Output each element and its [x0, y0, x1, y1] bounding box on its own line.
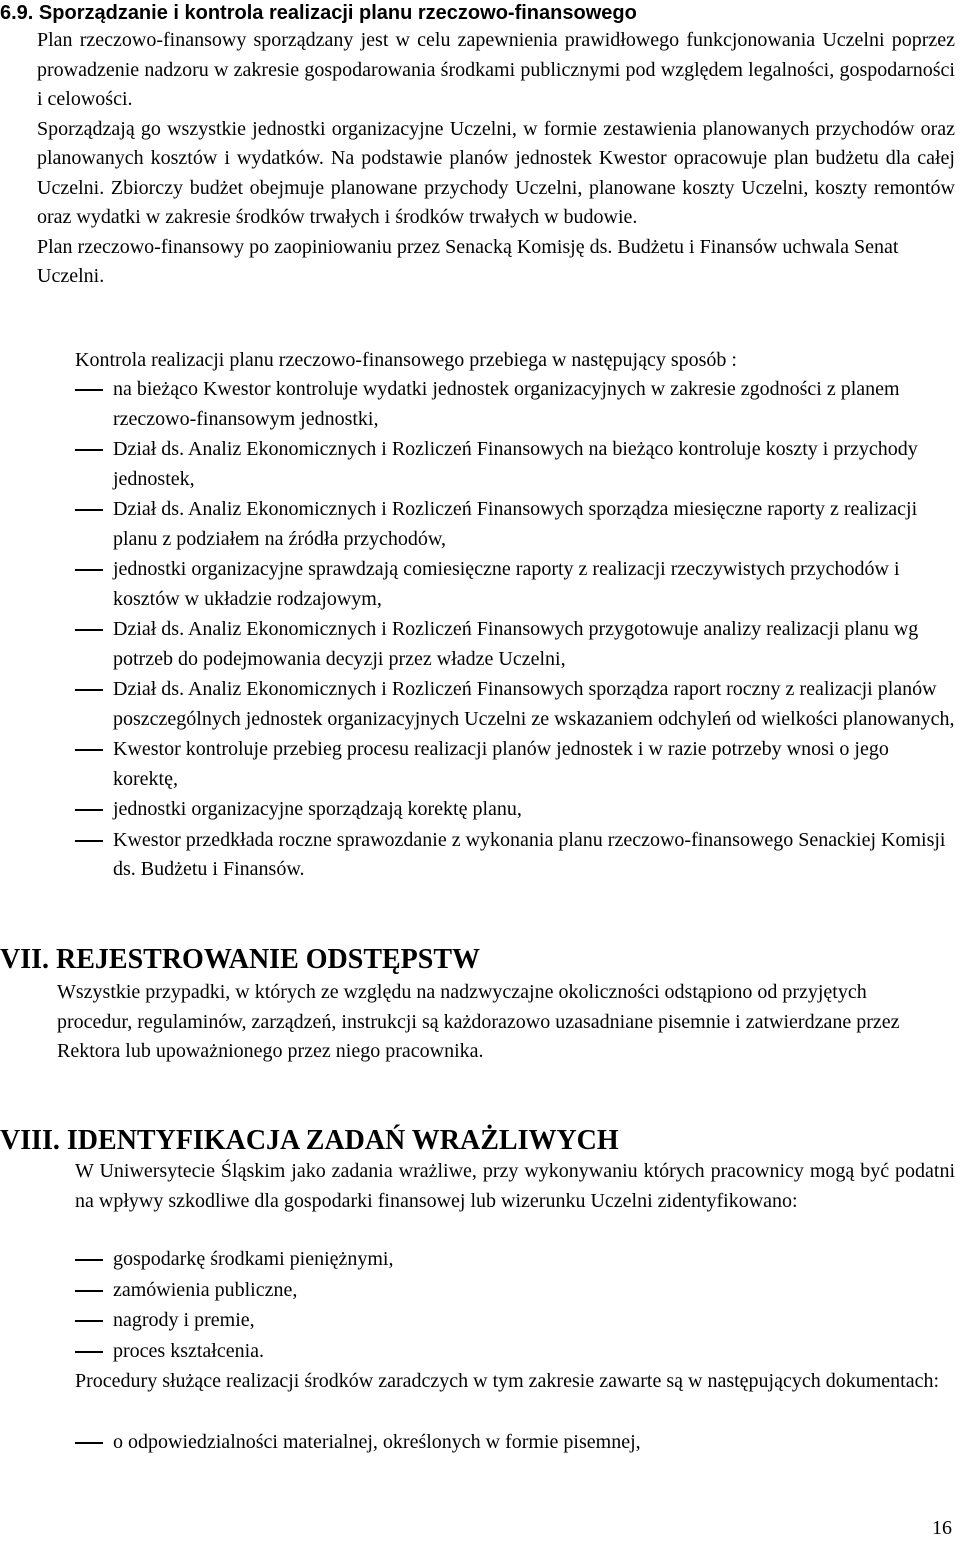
- dash-bullet-icon: [75, 840, 103, 842]
- list-item: proces kształcenia.: [75, 1337, 955, 1367]
- list-item: Kwestor przedkłada roczne sprawozdanie z wykonania planu rzeczowo-finansowego Senackiej Komisji ds. Budżetu i Finansów.: [75, 826, 955, 885]
- dash-bullet-icon: [75, 1442, 103, 1444]
- page-number: 16: [932, 1517, 952, 1539]
- dash-bullet-icon: [75, 1290, 103, 1292]
- dash-bullet-icon: [75, 809, 103, 811]
- list-item: Dział ds. Analiz Ekonomicznych i Rozliczeń Finansowych sporządza raport roczny z realizacji planów poszczególnych jednostek organizacyjnych Uczelni ze wskazaniem odchyleń od wielkości planowanych,: [75, 675, 955, 734]
- dash-bullet-icon: [75, 509, 103, 511]
- list-item: zamówienia publiczne,: [75, 1276, 955, 1306]
- section-heading-viii: VIII. IDENTYFIKACJA ZADAŃ WRAŻLIWYCH: [0, 1125, 619, 1156]
- dash-bullet-icon: [75, 449, 103, 451]
- sensitive-tasks-list: [75, 1245, 955, 1367]
- dash-bullet-icon: [75, 1259, 103, 1261]
- list-item: gospodarkę środkami pieniężnymi,: [75, 1245, 955, 1275]
- section-6-9-body: [37, 26, 955, 292]
- list-item: jednostki organizacyjne sprawdzają comiesięczne raporty z realizacji rzeczywistych przychodów i kosztów w układzie rodzajowym,: [75, 555, 955, 614]
- list-item: Dział ds. Analiz Ekonomicznych i Rozliczeń Finansowych przygotowuje analizy realizacji planu wg potrzeb do podejmowania decyzji przez władze Uczelni,: [75, 615, 955, 674]
- dash-bullet-icon: [75, 1320, 103, 1322]
- dash-bullet-icon: [75, 569, 103, 571]
- paragraph-deviations: Wszystkie przypadki, w których ze względu na nadzwyczajne okoliczności odstąpiono od przyjętych procedur, regulaminów, zarządzeń, instrukcji są każdorazowo uzasadniane pisemnie i zatwierdzane przez Rektora lub upoważnionego przez niego pracownika.: [57, 981, 900, 1062]
- dash-bullet-icon: [75, 629, 103, 631]
- list-item: Dział ds. Analiz Ekonomicznych i Rozliczeń Finansowych na bieżąco kontroluje koszty i przychody jednostek,: [75, 435, 955, 494]
- paragraph-procedures: Procedury służące realizacji środków zaradczych w tym zakresie zawarte są w następujących dokumentach:: [75, 1370, 940, 1392]
- section-viii-body: [75, 1157, 955, 1216]
- list-item: o odpowiedzialności materialnej, określonych w formie pisemnej,: [75, 1428, 955, 1458]
- paragraph-preparation: Sporządzają go wszystkie jednostki organizacyjne Uczelni, w formie zestawienia planowanych przychodów oraz planowanych kosztów i wydatków. Na podstawie planów jednostek Kwestor opracowuje plan budżetu dla całej Uczelni. Zbiorczy budżet obejmuje planowane przychody Uczelni, planowane koszty Uczelni, koszty remontów oraz wydatki w zakresie środków trwałych i środków trwałych w budowie.: [37, 117, 955, 228]
- list-item: Dział ds. Analiz Ekonomicznych i Rozliczeń Finansowych sporządza miesięczne raporty z realizacji planu z podziałem na źródła przychodów,: [75, 495, 955, 554]
- section-heading-6-9: 6.9. Sporządzanie i kontrola realizacji planu rzeczowo-finansowego: [0, 2, 637, 24]
- section-vii-body: [57, 978, 917, 1067]
- paragraph-sensitive-tasks: W Uniwersytecie Śląskim jako zadania wrażliwe, przy wykonywaniu których pracownicy mogą być podatni na wpływy szkodliwe dla gospodarki finansowej lub wizerunku Uczelni zidentyfikowano:: [75, 1160, 955, 1212]
- list-item: Kwestor kontroluje przebieg procesu realizacji planów jednostek i w razie potrzeby wnosi o jego korektę,: [75, 735, 955, 794]
- dash-bullet-icon: [75, 1351, 103, 1353]
- list-item: jednostki organizacyjne sporządzają korektę planu,: [75, 795, 955, 825]
- paragraph-approval: Plan rzeczowo-finansowy po zaopiniowaniu przez Senacką Komisję ds. Budżetu i Finansów uchwala Senat Uczelni.: [37, 235, 899, 287]
- paragraph-purpose: Plan rzeczowo-finansowy sporządzany jest w celu zapewnienia prawidłowego funkcjonowania Uczelni poprzez prowadzenie nadzoru w zakresie gospodarowania środkami publicznymi pod względem legalności, gospodarności i celowości.: [37, 29, 955, 110]
- dash-bullet-icon: [75, 389, 103, 391]
- list-item: nagrody i premie,: [75, 1306, 955, 1336]
- list-item: na bieżąco Kwestor kontroluje wydatki jednostek organizacyjnych w zakresie zgodności z planem rzeczowo-finansowym jednostki,: [75, 375, 955, 434]
- documents-list: [75, 1428, 955, 1459]
- kontrola-list: [75, 375, 955, 886]
- kontrola-title: Kontrola realizacji planu rzeczowo-finansowego przebiega w następujący sposób :: [75, 349, 737, 371]
- section-heading-vii: VII. REJESTROWANIE ODSTĘPSTW: [0, 944, 481, 975]
- procedures-text: [75, 1367, 955, 1397]
- dash-bullet-icon: [75, 689, 103, 691]
- dash-bullet-icon: [75, 749, 103, 751]
